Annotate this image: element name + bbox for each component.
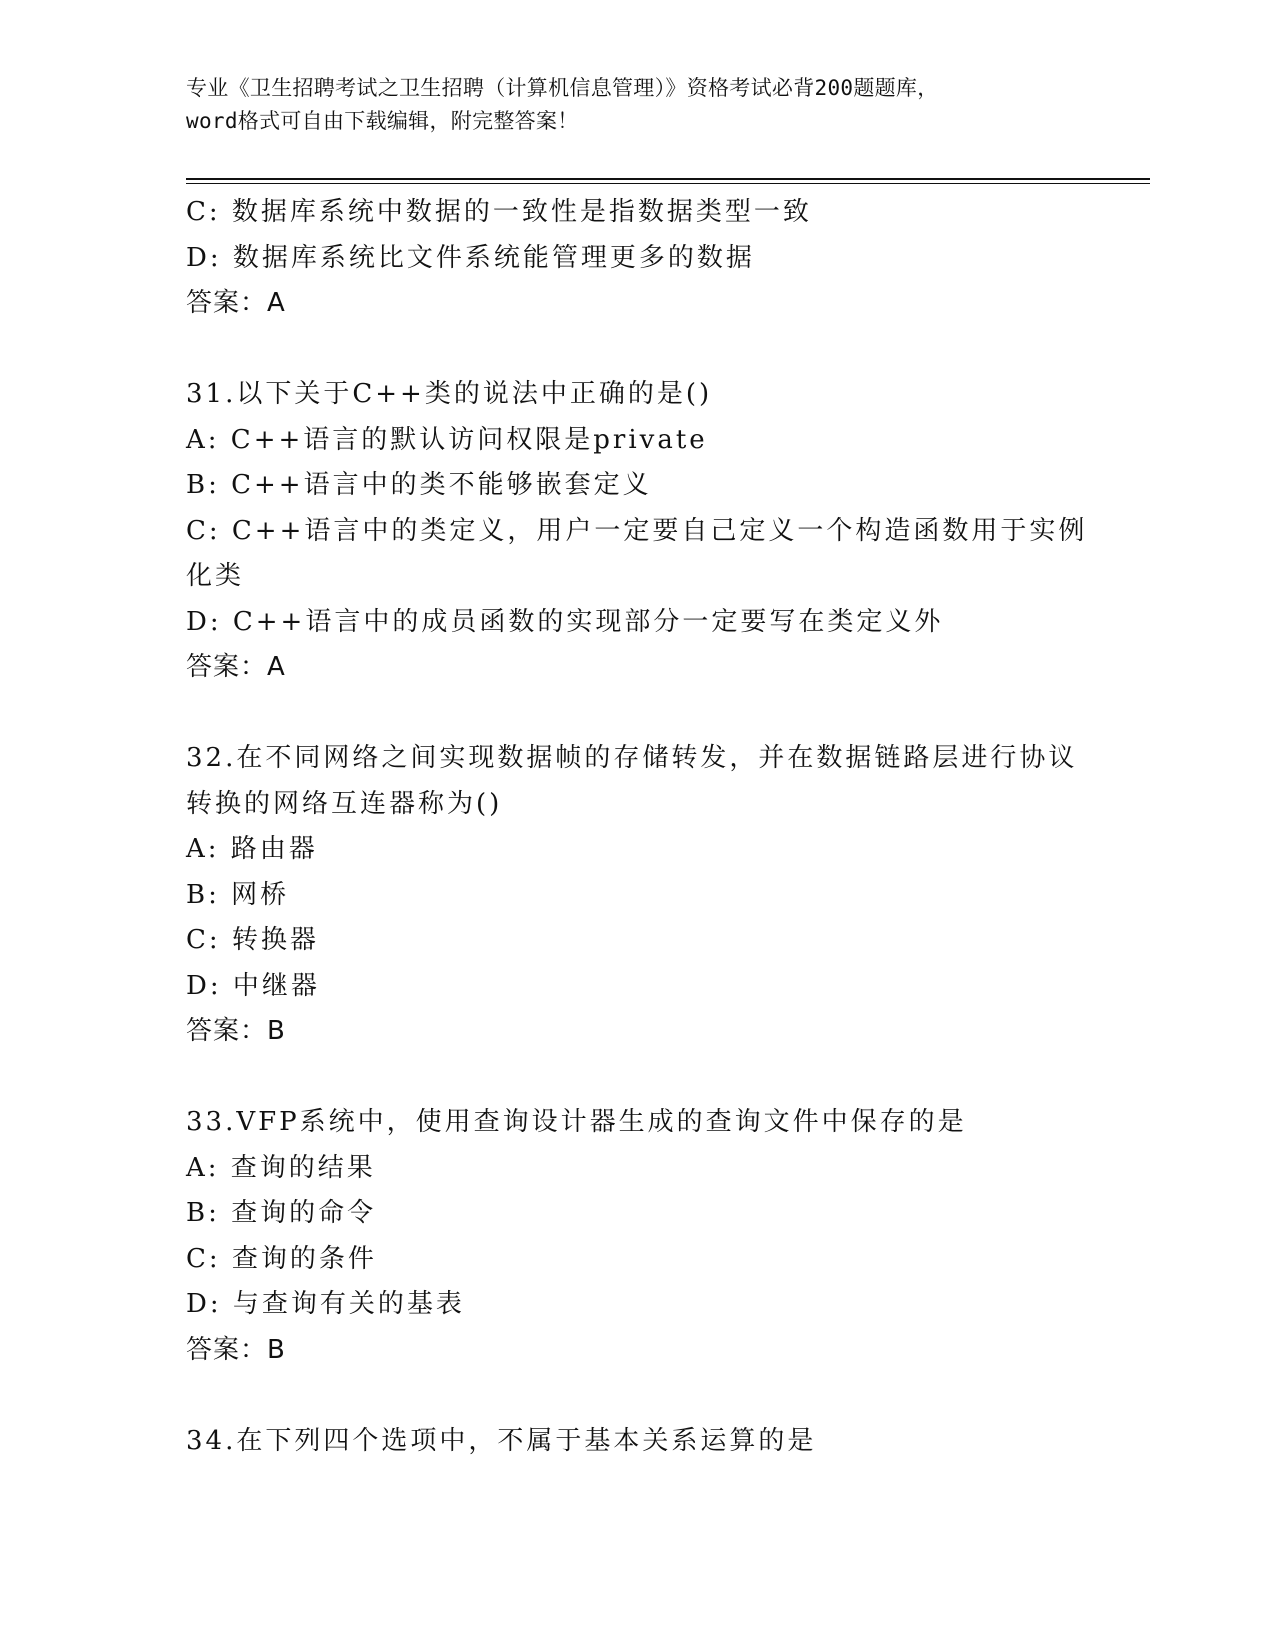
header-title-line-2: word格式可自由下载编辑，附完整答案！ — [186, 109, 579, 133]
question-text: 33.VFP系统中，使用查询设计器生成的查询文件中保存的是 — [186, 1107, 967, 1137]
header-divider-thin — [186, 183, 1150, 184]
option-c: C: 查询的条件 — [186, 1243, 377, 1274]
header-title-line-1: 专业《卫生招聘考试之卫生招聘（计算机信息管理）》资格考试必背200题题库， — [186, 76, 939, 100]
spacer — [186, 327, 1086, 373]
question-text: 31.以下关于C++类的说法中正确的是() — [186, 379, 713, 409]
spacer — [186, 1373, 1086, 1419]
header-divider-thick — [186, 178, 1150, 180]
option-a: A: 路由器 — [186, 834, 318, 864]
option-d: D: 数据库系统比文件系统能管理更多的数据 — [186, 242, 755, 273]
question-block-33 — [186, 1100, 1086, 1373]
option-a: A: 查询的结果 — [186, 1152, 376, 1183]
question-block-prev — [186, 190, 1086, 327]
question-block-32 — [186, 736, 1086, 1055]
question-text-continued: 转换的网络互连器称为() — [186, 788, 503, 819]
option-d: D: 中继器 — [186, 970, 320, 1001]
answer: 答案：B — [186, 1334, 286, 1365]
option-a: A: C++语言的默认访问权限是private — [186, 424, 708, 455]
option-c: C: 数据库系统中数据的一致性是指数据类型一致 — [186, 197, 812, 227]
answer: 答案：A — [186, 652, 286, 682]
option-c: C: C++语言中的类定义，用户一定要自己定义一个构造函数用于实例 — [186, 515, 1088, 546]
spacer — [186, 691, 1086, 737]
option-b: B: 网桥 — [186, 879, 290, 910]
question-text: 32.在不同网络之间实现数据帧的存储转发，并在数据链路层进行协议 — [186, 743, 1078, 773]
answer: 答案：B — [186, 1016, 286, 1046]
spacer — [186, 1055, 1086, 1101]
option-d: D: C++语言中的成员函数的实现部分一定要写在类定义外 — [186, 606, 944, 637]
option-b: B: 查询的命令 — [186, 1198, 377, 1228]
question-block-31 — [186, 372, 1086, 691]
question-text: 34.在下列四个选项中，不属于基本关系运算的是 — [186, 1425, 817, 1456]
answer: 答案：A — [186, 288, 286, 318]
question-block-34 — [186, 1419, 1086, 1465]
option-c-continued: 化类 — [186, 561, 245, 591]
question-list — [186, 190, 1086, 1464]
document-header — [186, 72, 1086, 138]
option-b: B: C++语言中的类不能够嵌套定义 — [186, 470, 652, 500]
option-d: D: 与查询有关的基表 — [186, 1289, 465, 1319]
option-c: C: 转换器 — [186, 925, 319, 955]
